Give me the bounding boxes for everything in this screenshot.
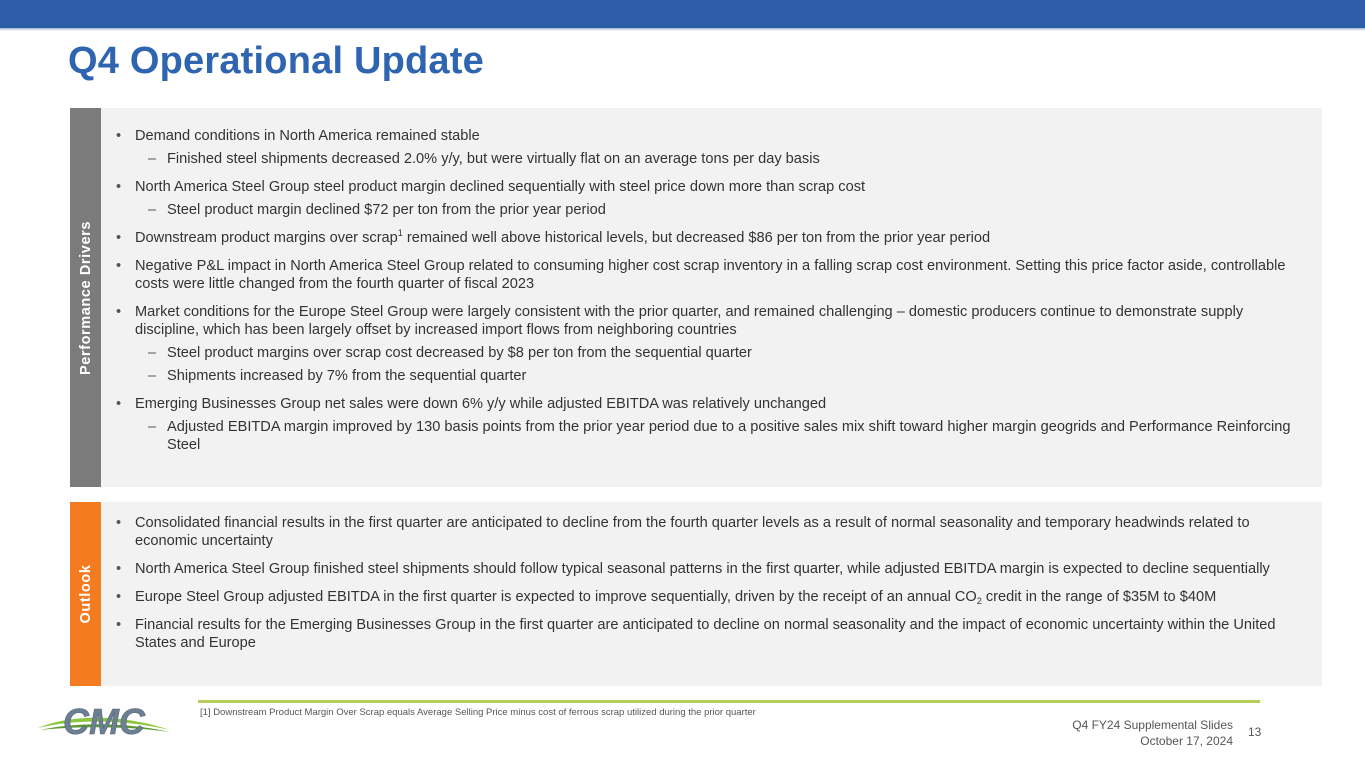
bullet-item: • Emerging Businesses Group net sales were down 6% y/y while adjusted EBITDA was relatively unchanged xyxy=(114,395,1292,413)
sub-bullet-item: – Steel product margin declined $72 per ton from the prior year period xyxy=(114,201,1292,219)
deck-date: October 17, 2024 xyxy=(1140,734,1233,748)
bullet-text: Europe Steel Group adjusted EBITDA in the first quarter is expected to improve sequentially, driven by the receipt of an annual CO xyxy=(135,589,977,605)
bullet-item xyxy=(114,229,1292,247)
bullet-item: • North America Steel Group finished steel shipments should follow typical seasonal patterns in the first quarter, while adjusted EBITDA margin is expected to decline sequentially xyxy=(114,560,1292,578)
footnote-marker: 1 xyxy=(397,228,403,238)
logo-text: CMC xyxy=(63,701,145,740)
bullet-item: • Negative P&L impact in North America Steel Group related to consuming higher cost scrap inventory in a falling scrap cost environment. Setting this price factor aside, controllable costs were little changed from the fourth quarter of fiscal 2023 xyxy=(114,257,1292,293)
outlook-tab xyxy=(70,502,101,686)
bullet-item: • Consolidated financial results in the first quarter are anticipated to decline from the fourth quarter levels as a result of normal seasonality and temporary headwinds related to economic uncertainty xyxy=(114,514,1292,550)
sub-bullet-item: – Finished steel shipments decreased 2.0% y/y, but were virtually flat on an average tons per day basis xyxy=(114,150,1292,168)
page-number: 13 xyxy=(1248,725,1262,739)
bullet-text: credit in the range of $35M to $40M xyxy=(981,589,1217,605)
outlook-label: Outlook xyxy=(77,564,94,624)
sub-bullet-item: – Shipments increased by 7% from the sequential quarter xyxy=(114,367,1292,385)
bullet-item: • North America Steel Group steel product margin declined sequentially with steel price down more than scrap cost xyxy=(114,178,1292,196)
performance-drivers-tab xyxy=(70,108,101,487)
deck-title: Q4 FY24 Supplemental Slides xyxy=(1072,718,1233,732)
footer-deck-info xyxy=(1072,717,1233,749)
bullet-item: • Market conditions for the Europe Steel Group were largely consistent with the prior quarter, and remained challenging – domestic producers continue to demonstrate supply discipline, which has been largely offset by increased import flows from neighboring countries xyxy=(114,303,1292,339)
footnote: [1] Downstream Product Margin Over Scrap equals Average Selling Price minus cost of ferrous scrap utilized during the prior quarter xyxy=(200,707,756,718)
bullet-text: Downstream product margins over scrap xyxy=(135,230,398,246)
performance-drivers-panel xyxy=(70,108,1322,487)
performance-drivers-list xyxy=(114,127,1292,464)
sub-bullet-item: – Steel product margins over scrap cost decreased by $8 per ton from the sequential quarter xyxy=(114,344,1292,362)
outlook-panel xyxy=(70,502,1322,686)
sub-bullet-item: – Adjusted EBITDA margin improved by 130 basis points from the prior year period due to a positive sales mix shift toward higher margin geogrids and Performance Reinforcing Steel xyxy=(114,418,1292,454)
bullet-item: • Financial results for the Emerging Businesses Group in the first quarter are anticipated to decline on normal seasonality and the impact of economic uncertainty within the United States and Europe xyxy=(114,616,1292,652)
cmc-logo xyxy=(36,700,172,740)
slide-title: Q4 Operational Update xyxy=(68,40,484,82)
bullet-item: • Demand conditions in North America remained stable xyxy=(114,127,1292,145)
performance-drivers-label: Performance Drivers xyxy=(77,220,94,375)
outlook-list xyxy=(114,514,1292,662)
subscript: 2 xyxy=(976,596,982,606)
bullet-item xyxy=(114,588,1292,606)
top-banner xyxy=(0,0,1365,28)
top-banner-shadow xyxy=(0,28,1365,31)
bullet-text: remained well above historical levels, but decreased $86 per ton from the prior year period xyxy=(402,230,991,246)
footer-divider xyxy=(198,700,1260,703)
